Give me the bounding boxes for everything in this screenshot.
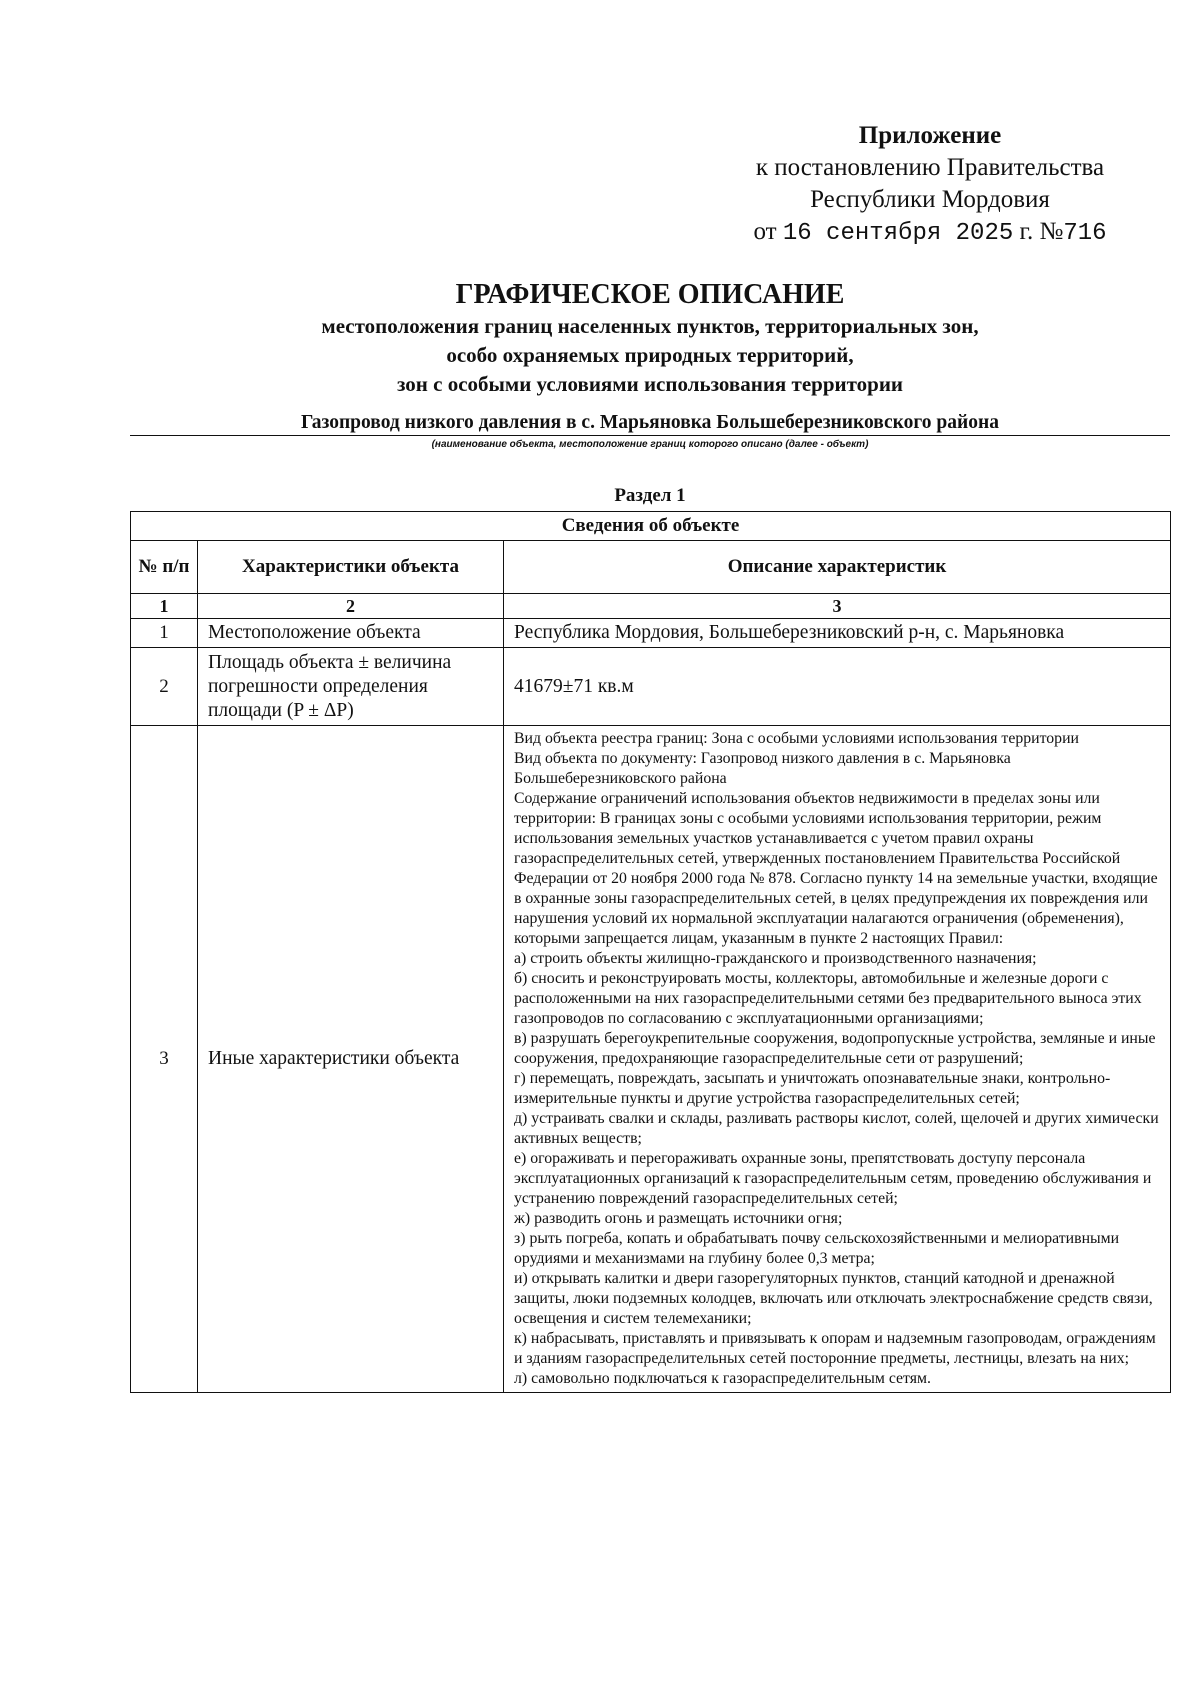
table-caption-row (131, 512, 1171, 541)
date-prefix: от (753, 218, 777, 245)
section-title: Раздел 1 (614, 485, 686, 506)
row-characteristic: Площадь объекта ± величина погрешности определения площади (P ± ΔP) (198, 648, 504, 726)
object-name: Газопровод низкого давления в с. Марьяновка Большеберезниковского района (130, 412, 1170, 436)
appendix-title: Приложение (858, 122, 1002, 149)
restriction-item-a: а) строить объекты жилищно-гражданского и производственного назначения; (514, 950, 1037, 967)
restriction-item-v: в) разрушать берегоукрепительные сооружения, водопропускные устройства, земляные и иные сооружения, предохраняющие газораспределительные сети от разрушений; (514, 1030, 1156, 1067)
column-number-3: 3 (504, 594, 1171, 619)
appendix-line-1: к постановлению Правительства (755, 154, 1105, 181)
row-characteristic: Иные характеристики объекта (198, 726, 504, 1393)
column-number-2: 2 (198, 594, 504, 619)
appendix-line-2: Республики Мордовия (810, 186, 1050, 213)
restriction-item-k: к) набрасывать, приставлять и привязывать к опорам и надземным газопроводам, ограждениям и зданиям газораспределительных сетей посторонние предметы, лестницы, влезать на них; (514, 1330, 1156, 1367)
decree-number: 716 (1063, 220, 1107, 247)
row-description (504, 726, 1171, 1393)
header-number: № п/п (131, 541, 198, 594)
document-heading (130, 278, 1170, 399)
row-description: 41679±71 кв.м (504, 648, 1171, 726)
header-characteristic: Характеристики объекта (198, 541, 504, 594)
date-value: 16 сентября 2025 (782, 220, 1014, 247)
restriction-item-b: б) сносить и реконструировать мосты, коллекторы, автомобильные и железные дороги с расположенными на них газораспределительными сетями без предварительного выноса этих газопроводов по согласованию с эксплуатационными организациями; (514, 970, 1142, 1027)
column-number-row (131, 594, 1171, 619)
row-number: 2 (131, 648, 198, 726)
object-name-caption: (наименование объекта, местоположение границ которого описано (далее - объект) (431, 439, 869, 450)
description-paragraph: Вид объекта по документу: Газопровод низкого давления в с. Марьяновка Большеберезниковского района (514, 750, 1011, 787)
subtitle-line-3: зон с особыми условиями использования территории (396, 372, 904, 396)
header-description: Описание характеристик (504, 541, 1171, 594)
row-characteristic: Местоположение объекта (198, 619, 504, 648)
row-number: 1 (131, 619, 198, 648)
table-row (131, 648, 1171, 726)
table-row (131, 726, 1171, 1393)
restriction-item-l: л) самовольно подключаться к газораспределительным сетям. (514, 1370, 931, 1387)
restriction-item-i: и) открывать калитки и двери газорегуляторных пунктов, станций катодной и дренажной защиты, люки подземных колодцев, включать или отключать электроснабжение средств связи, освещения и систем телемеханики; (514, 1270, 1153, 1327)
table-row (131, 619, 1171, 648)
description-paragraph: Вид объекта реестра границ: Зона с особыми условиями использования территории (514, 730, 1079, 747)
table-header-row (131, 541, 1171, 594)
document-title: ГРАФИЧЕСКОЕ ОПИСАНИЕ (455, 279, 845, 310)
date-suffix: г. № (1019, 218, 1064, 245)
object-name-block (130, 412, 1170, 450)
description-paragraph: Содержание ограничений использования объектов недвижимости в пределах зоны или территории: В границах зоны с особыми условиями использования территории, режим использования земельных участков устанавливается с учетом правил охраны газораспределительных сетей, утвержденных постановлением Правительства Российской Федерации от 20 ноября 2000 года № 878. Согласно пункту 14 на земельные участки, входящие в охранные зоны газораспределительных сетей, в целях предупреждения их повреждения или нарушения условий их нормальной эксплуатации налагаются ограничения (обременения), которыми запрещается лицам, указанным в пункте 2 настоящих Правил: (514, 790, 1158, 947)
restriction-item-d: д) устраивать свалки и склады, разливать растворы кислот, солей, щелочей и других химически активных веществ; (514, 1110, 1159, 1147)
table-caption: Сведения об объекте (131, 512, 1171, 541)
restriction-item-z: з) рыть погреба, копать и обрабатывать почву сельскохозяйственными и мелиоративными орудиями и механизмами на глубину более 0,3 метра; (514, 1230, 1120, 1267)
subtitle-line-2: особо охраняемых природных территорий, (446, 343, 854, 367)
object-info-table (130, 511, 1171, 1393)
appendix-date (720, 216, 1140, 250)
restriction-item-g: г) перемещать, повреждать, засыпать и уничтожать опознавательные знаки, контрольно-измерительные пункты и другие устройства газораспределительных сетей; (514, 1070, 1111, 1107)
subtitle-line-1: местоположения границ населенных пунктов, территориальных зон, (321, 314, 979, 338)
column-number-1: 1 (131, 594, 198, 619)
restriction-item-zh: ж) разводить огонь и размещать источники огня; (514, 1210, 843, 1227)
row-number: 3 (131, 726, 198, 1393)
restriction-item-e: е) огораживать и перегораживать охранные зоны, препятствовать доступу персонала эксплуатационных организаций к газораспределительным сетям, проведению обслуживания и устранению повреждений газораспределительных сетей; (514, 1150, 1152, 1207)
row-description: Республика Мордовия, Большеберезниковский р-н, с. Марьяновка (504, 619, 1171, 648)
appendix-block (720, 120, 1140, 250)
